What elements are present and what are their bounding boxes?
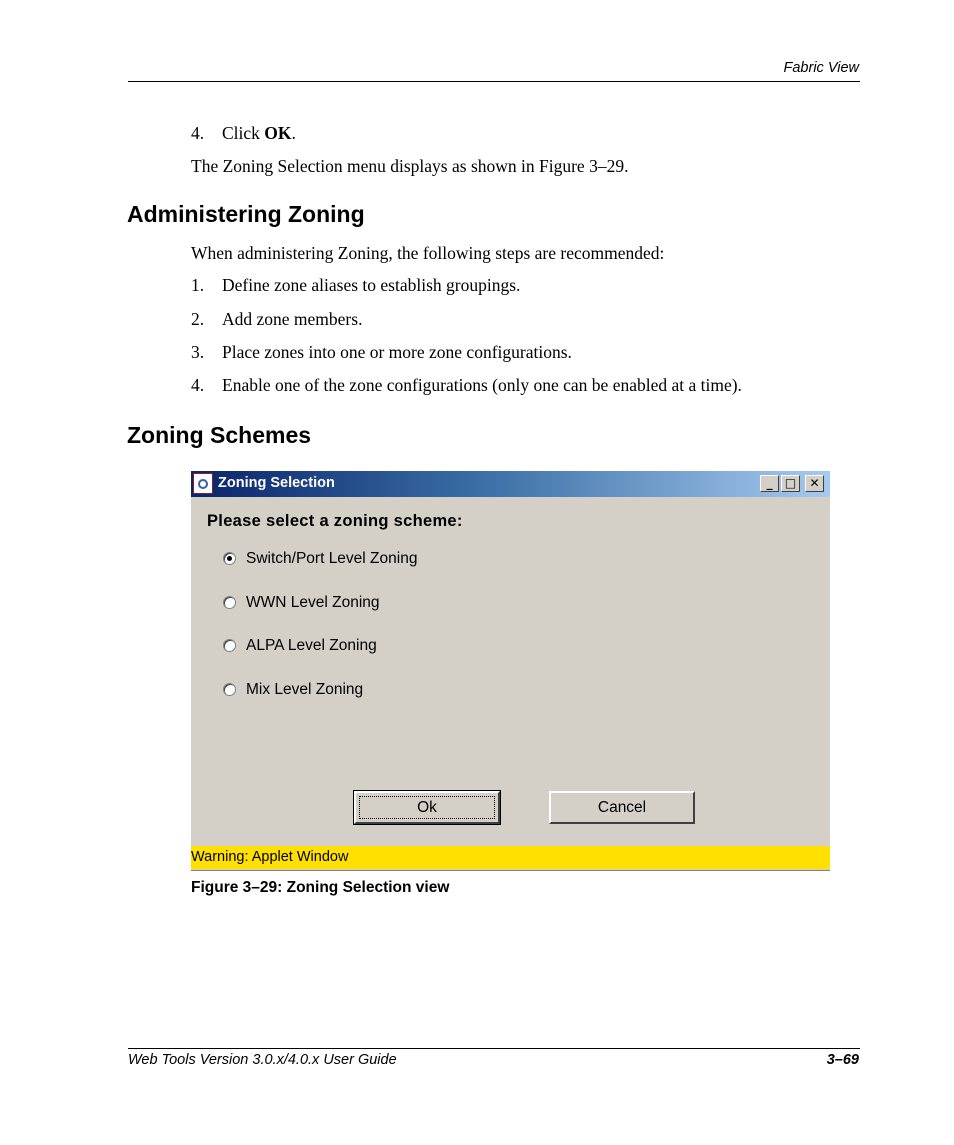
java-app-icon (193, 473, 213, 494)
minimize-button[interactable]: _ (760, 475, 779, 492)
step-4 (191, 123, 296, 144)
guide-title: Web Tools Version 3.0.x/4.0.x User Guide (128, 1052, 397, 1068)
admin-step-1 (191, 275, 520, 296)
step-number: 3. (191, 342, 205, 362)
page-number: 3–69 (826, 1052, 859, 1068)
radio-button[interactable] (223, 683, 236, 696)
option-label: Switch/Port Level Zoning (246, 550, 418, 567)
close-button[interactable]: ✕ (805, 475, 824, 492)
footer-rule (128, 1048, 860, 1049)
step-ok-bold: OK (264, 123, 292, 143)
option-label: WWN Level Zoning (246, 594, 380, 611)
radio-button-selected[interactable] (223, 552, 236, 565)
ok-label: Ok (417, 799, 437, 816)
cancel-button[interactable] (549, 791, 695, 824)
zoning-selection-dialog (191, 471, 830, 871)
heading-administering-zoning: Administering Zoning (127, 201, 365, 227)
admin-step-3 (191, 342, 572, 363)
step-text: Add zone members. (222, 309, 363, 329)
administering-lead: When administering Zoning, the following steps are recommended: (191, 243, 665, 263)
radio-button[interactable] (223, 596, 236, 609)
admin-step-2 (191, 309, 362, 330)
step-text: Enable one of the zone configurations (only one can be enabled at a time). (222, 375, 742, 395)
option-label: Mix Level Zoning (246, 681, 364, 698)
radio-button[interactable] (223, 639, 236, 652)
dialog-title: Zoning Selection (218, 475, 335, 491)
step-prefix: Click (222, 123, 265, 143)
step-number: 4. (191, 123, 205, 143)
dialog-titlebar[interactable] (191, 471, 830, 497)
ok-button[interactable] (354, 791, 500, 824)
figure-caption: Figure 3–29: Zoning Selection view (191, 879, 450, 896)
focus-indicator (359, 796, 495, 819)
step-number: 1. (191, 275, 205, 295)
applet-warning-bar: Warning: Applet Window (191, 846, 830, 869)
admin-step-4 (191, 375, 742, 396)
heading-zoning-schemes: Zoning Schemes (127, 422, 312, 448)
cancel-label: Cancel (597, 799, 647, 816)
step-number: 4. (191, 375, 205, 395)
step-number: 2. (191, 309, 205, 329)
result-text: The Zoning Selection menu displays as shown in Figure 3–29. (191, 156, 629, 176)
maximize-button[interactable]: □ (781, 475, 800, 492)
option-label: ALPA Level Zoning (246, 637, 377, 654)
step-text: Define zone aliases to establish groupings. (222, 275, 521, 295)
header-rule (128, 81, 860, 82)
dialog-prompt: Please select a zoning scheme: (207, 512, 463, 530)
step-suffix: . (291, 123, 296, 143)
running-header: Fabric View (783, 60, 859, 76)
step-text: Place zones into one or more zone configurations. (222, 342, 572, 362)
